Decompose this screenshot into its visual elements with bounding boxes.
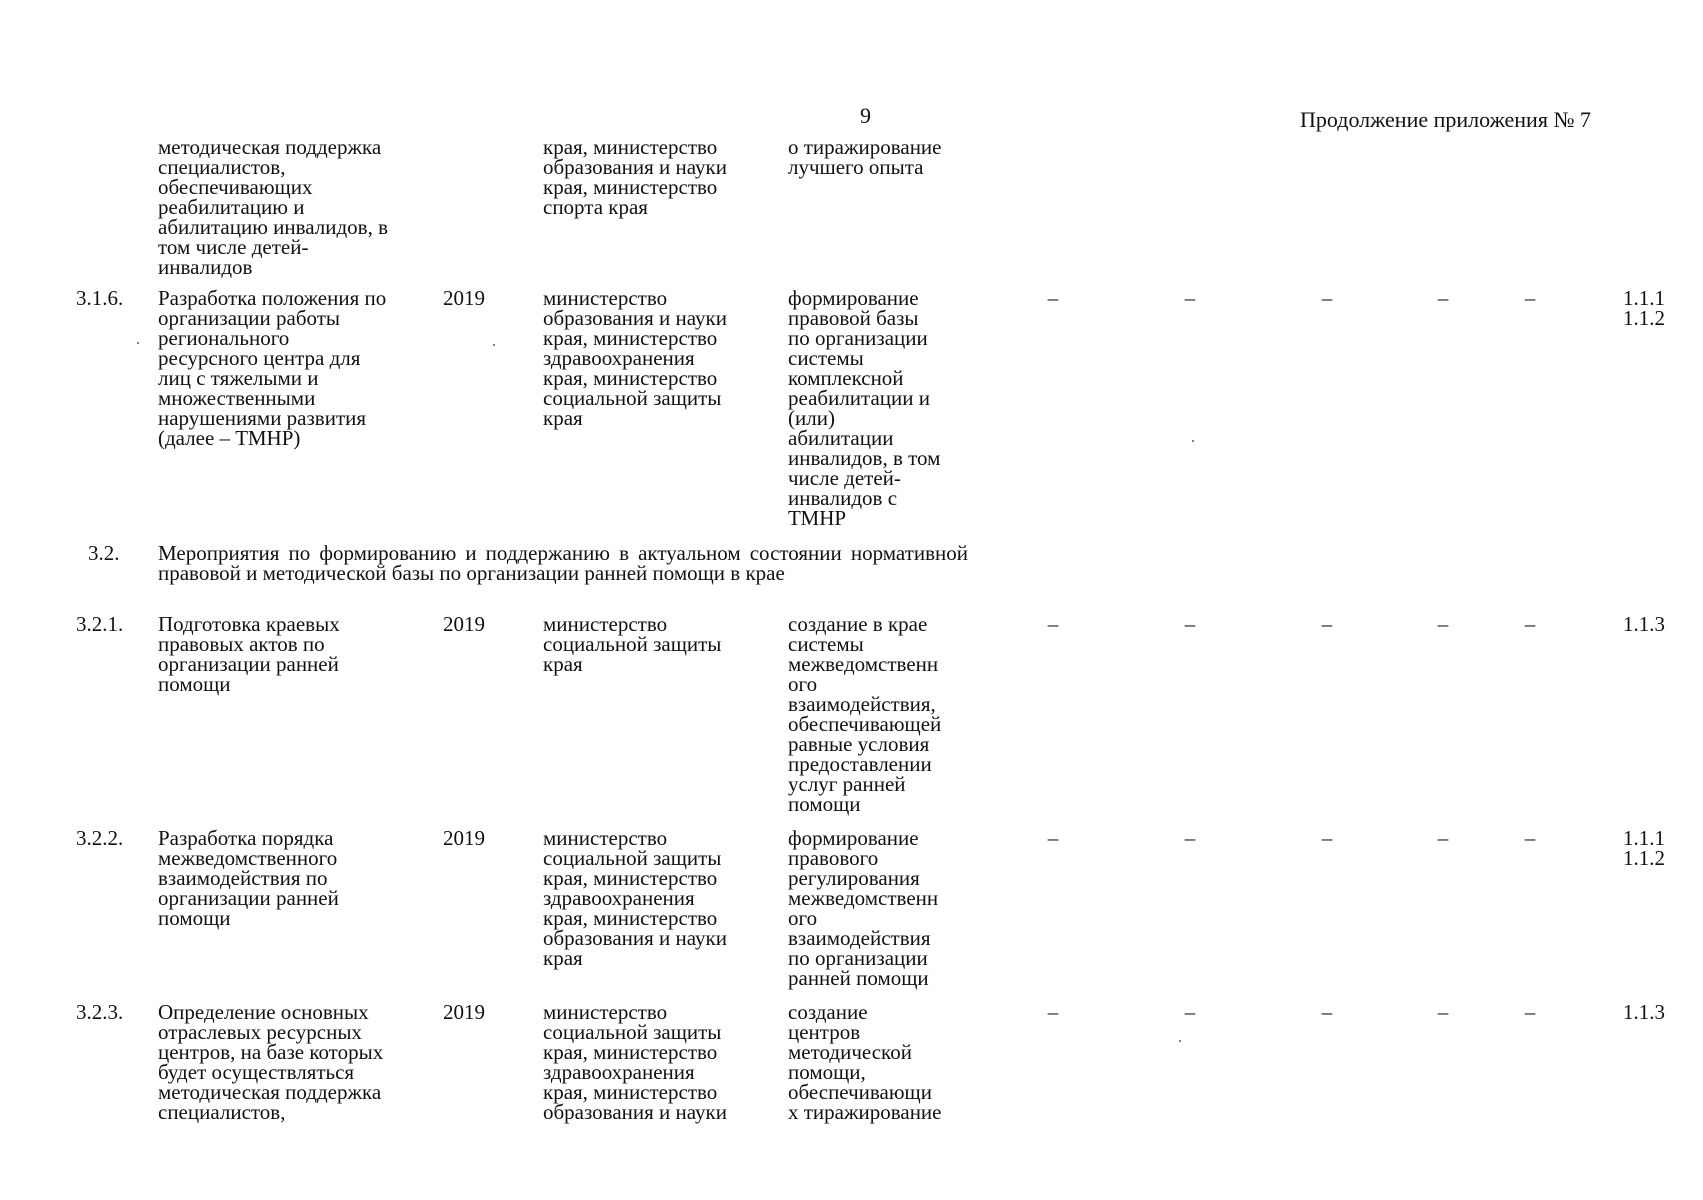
dash-cell: – — [1437, 286, 1449, 310]
executors: министерство социальной защиты края, министерство здравоохранения края, министерство образования и науки — [543, 1000, 727, 1124]
measure-name: Разработка положения по организации работы регионального ресурсного центра для лиц с тяжелыми и множественными нарушениями развития (далее – ТМНР) — [158, 286, 387, 450]
scan-speck — [1179, 1040, 1181, 1042]
dash-cell: – — [1047, 1000, 1059, 1024]
dash-cell: – — [1524, 826, 1536, 850]
scan-speck — [1192, 440, 1194, 442]
dash-cell: – — [1047, 826, 1059, 850]
expected-result: формирование правовой базы по организации системы комплексной реабилитации и (или) абилитации инвалидов, в том числе детей- инвалидов с ТМНР — [788, 286, 941, 530]
measure-name: методическая поддержка специалистов, обеспечивающих реабилитацию и абилитацию инвалидов, в том числе детей- инвалидов — [158, 135, 388, 279]
row-number: 3.2.1. — [76, 612, 124, 636]
dash-cell: – — [1047, 286, 1059, 310]
scan-speck — [137, 342, 139, 344]
dash-cell: – — [1524, 286, 1536, 310]
dash-cell: – — [1321, 1000, 1333, 1024]
year: 2019 — [443, 826, 485, 850]
dash-cell: – — [1437, 826, 1449, 850]
dash-cell: – — [1184, 286, 1196, 310]
executors: министерство социальной защиты края, министерство здравоохранения края, министерство образования и науки края — [543, 826, 727, 970]
appendix-continuation-note: Продолжение приложения № 7 — [1300, 107, 1591, 132]
indicator-number: 1.1.3 — [1623, 1000, 1665, 1024]
dash-cell: – — [1524, 1000, 1536, 1024]
year: 2019 — [443, 286, 485, 310]
indicator-number: 1.1.1 1.1.2 — [1623, 286, 1665, 330]
executors: министерство социальной защиты края — [543, 612, 722, 676]
expected-result: формирование правового регулирования межведомственн ого взаимодействия по организации ранней помощи — [788, 826, 939, 990]
executors: края, министерство образования и науки края, министерство спорта края — [543, 135, 727, 219]
row-number: 3.2.2. — [76, 826, 124, 850]
expected-result: создание центров методической помощи, обеспечивающи х тиражирование — [788, 1000, 942, 1124]
dash-cell: – — [1184, 1000, 1196, 1024]
expected-result: о тиражирование лучшего опыта — [788, 135, 942, 179]
dash-cell: – — [1524, 612, 1536, 636]
indicator-number: 1.1.3 — [1623, 612, 1665, 636]
row-number: 3.1.6. — [76, 286, 124, 310]
page-number: 9 — [860, 103, 871, 128]
dash-cell: – — [1321, 612, 1333, 636]
dash-cell: – — [1047, 612, 1059, 636]
indicator-number: 1.1.1 1.1.2 — [1623, 826, 1665, 870]
dash-cell: – — [1184, 826, 1196, 850]
measure-name: Определение основных отраслевых ресурсных центров, на базе которых будет осуществляться методическая поддержка специалистов, — [158, 1000, 384, 1124]
section-number: 3.2. — [88, 541, 120, 565]
dash-cell: – — [1184, 612, 1196, 636]
expected-result: создание в крае системы межведомственн ого взаимодействия, обеспечивающей равные условия предоставлении услуг ранней помощи — [788, 612, 942, 816]
scan-speck — [493, 344, 495, 346]
row-number: 3.2.3. — [76, 1000, 124, 1024]
dash-cell: – — [1321, 286, 1333, 310]
section-title: Мероприятия по формированию и поддержанию в актуальном состоянии нормативной правовой и методической базы по организации ранней помощи в крае — [158, 541, 968, 585]
measure-name: Подготовка краевых правовых актов по организации ранней помощи — [158, 612, 340, 696]
dash-cell: – — [1437, 1000, 1449, 1024]
dash-cell: – — [1321, 826, 1333, 850]
measure-name: Разработка порядка межведомственного взаимодействия по организации ранней помощи — [158, 826, 339, 930]
year: 2019 — [443, 1000, 485, 1024]
executors: министерство образования и науки края, министерство здравоохранения края, министерство социальной защиты края — [543, 286, 727, 430]
year: 2019 — [443, 612, 485, 636]
dash-cell: – — [1437, 612, 1449, 636]
